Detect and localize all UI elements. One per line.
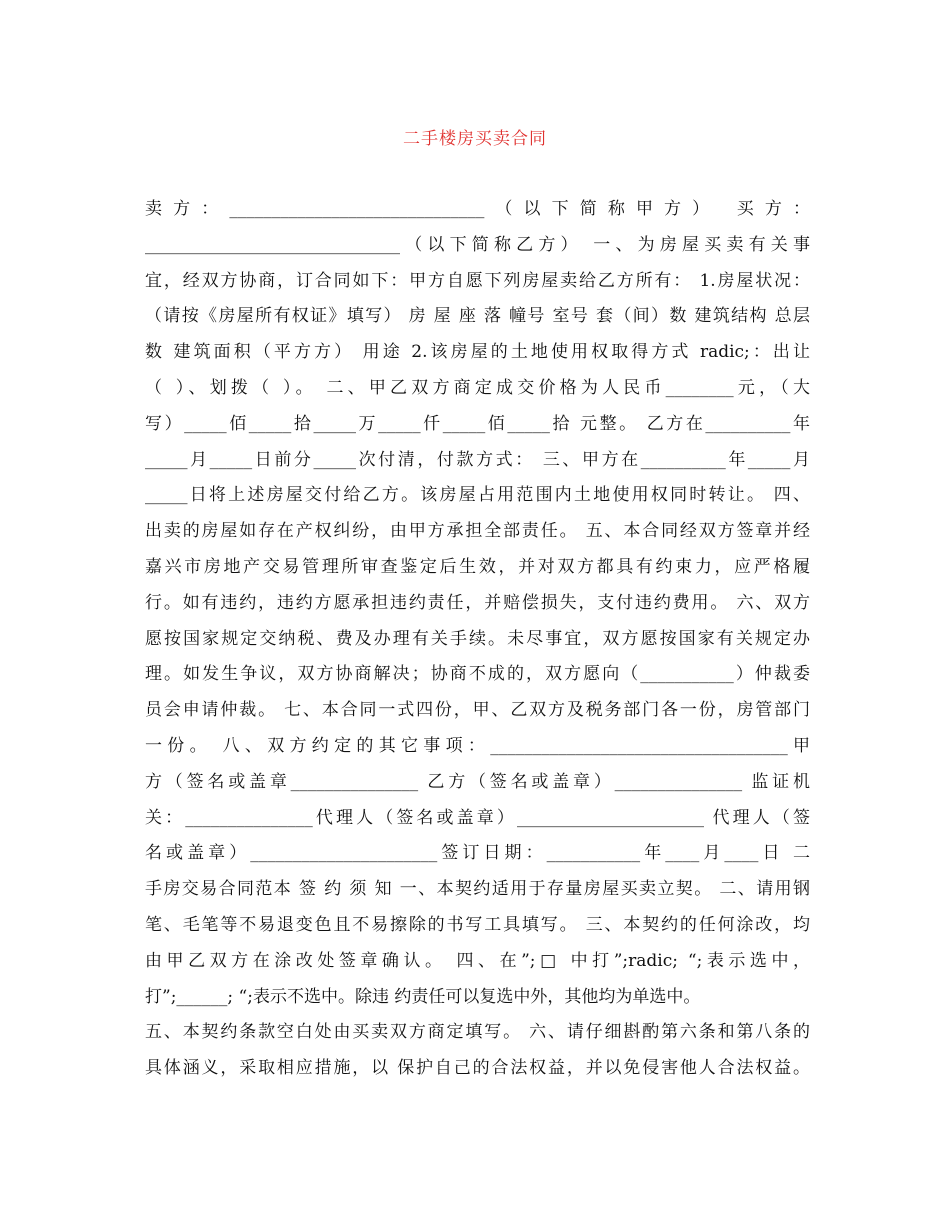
contract-line-1: 卖方：______________________________（以下简称甲方） 买方： xyxy=(145,199,810,219)
contract-line-7: 写）_____佰_____拾_____万_____仟_____佰_____拾 元整。 乙方在__________年 xyxy=(145,413,810,434)
contract-line-16: 一份。 八、双方约定的其它事项：___________________________________甲 xyxy=(145,735,810,756)
contract-line-20: 手房交易合同范本 签 约 须 知 一、本契约适用于存量房屋买卖立契。 二、请用钢 xyxy=(145,879,810,900)
contract-line-15: 员会申请仲裁。 七、本合同一式四份，甲、乙双方及税务部门各一份，房管部门 xyxy=(145,700,810,721)
contract-line-9: _____日将上述房屋交付给乙方。该房屋占用范围内土地使用权同时转让。 四、 xyxy=(145,485,810,506)
contract-line-8: _____月_____日前分_____次付清，付款方式： 三、甲方在__________年_____月 xyxy=(145,449,810,470)
contract-body xyxy=(145,192,810,1087)
contract-line-5: 数 建筑面积（平方方） 用途 2.该房屋的土地使用权取得方式 radic;：出让 xyxy=(145,342,810,363)
contract-line-17: 方（签名或盖章_______________ 乙方（签名或盖章）_______________ 监证机 xyxy=(145,771,810,792)
contract-line-11: 嘉兴市房地产交易管理所审查鉴定后生效，并对双方都具有约束力，应严格履 xyxy=(145,556,810,577)
contract-line-18: 关：_______________代理人（签名或盖章）______________________ 代理人（签 xyxy=(145,807,810,828)
contract-line-3: 宜，经双方协商，订合同如下：甲方自愿下列房屋卖给乙方所有： 1.房屋状况： xyxy=(145,270,810,291)
contract-line-6: （ ）、划拨（ ）。 二、甲乙双方商定成交价格为人民币________元，（大 xyxy=(145,377,810,398)
contract-line-24: 五、本契约条款空白处由买卖双方商定填写。 六、请仔细斟酌第六条和第八条的 xyxy=(145,1022,810,1043)
contract-line-21: 笔、毛笔等不易退变色且不易擦除的书写工具填写。 三、本契约的任何涂改，均 xyxy=(145,914,810,935)
contract-line-13: 愿按国家规定交纳税、费及办理有关手续。未尽事宜，双方愿按国家有关规定办 xyxy=(145,628,810,649)
contract-line-19: 名或盖章）______________________签订日期：___________年____月____日 二 xyxy=(145,843,810,864)
contract-line-25: 具体涵义，采取相应措施，以 保护自己的合法权益，并以免侵害他人合法权益。 xyxy=(145,1058,810,1079)
document-title: 二手楼房买卖合同 xyxy=(403,129,547,149)
contract-line-2: ______________________________（以下简称乙方） 一、为房屋买卖有关事 xyxy=(145,234,810,255)
contract-line-14: 理。如发生争议，双方协商解决；协商不成的，双方愿向（___________）仲裁委 xyxy=(145,664,810,685)
contract-line-22: 由甲乙双方在涂改处签章确认。 四、在”;□ 中打”;radic; “;表示选中， xyxy=(145,950,810,971)
contract-line-12: 行。如有违约，违约方愿承担违约责任，并赔偿损失，支付违约费用。 六、双方 xyxy=(145,592,810,613)
contract-line-23: 打”;______; “;表示不选中。除违 约责任可以复选中外，其他均为单选中。 xyxy=(145,986,701,1007)
contract-line-10: 出卖的房屋如存在产权纠纷，由甲方承担全部责任。 五、本合同经双方签章并经 xyxy=(145,521,810,542)
contract-line-4: （请按《房屋所有权证》填写） 房 屋 座 落 幢号 室号 套（间）数 建筑结构 总层 xyxy=(145,306,810,327)
